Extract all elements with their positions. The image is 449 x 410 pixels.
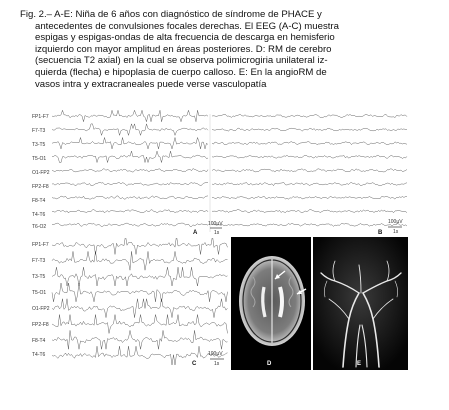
eeg-top-channel-label: T6-O2 bbox=[32, 224, 47, 230]
caption-line-1: Fig. 2.– A-E: Niña de 6 años con diagnóstico de síndrome de PHACE y bbox=[20, 9, 322, 20]
eeg-bottom-channel-labels bbox=[32, 242, 50, 358]
eeg-trace bbox=[52, 182, 208, 185]
panel-label-d: D bbox=[267, 361, 272, 367]
scale-bar-a-time: 1s bbox=[214, 230, 220, 236]
eeg-trace bbox=[212, 223, 407, 226]
scale-bar-b-time: 1s bbox=[393, 229, 399, 235]
eeg-top-channel-label: FP2-F8 bbox=[32, 184, 49, 190]
eeg-top-channel-label: F8-T4 bbox=[32, 198, 46, 204]
eeg-trace bbox=[52, 210, 208, 213]
eeg-trace bbox=[52, 196, 208, 199]
eeg-trace bbox=[52, 299, 228, 318]
eeg-panel-c bbox=[30, 238, 230, 368]
panel-label-a: A bbox=[193, 230, 198, 236]
eeg-trace bbox=[52, 251, 228, 270]
eeg-trace bbox=[212, 196, 407, 199]
eeg-trace bbox=[52, 124, 208, 135]
eeg-trace bbox=[52, 223, 208, 227]
eeg-trace bbox=[52, 267, 228, 286]
eeg-bottom-channel-label: T5-O1 bbox=[32, 290, 47, 296]
eeg-trace bbox=[52, 346, 228, 365]
eeg-trace bbox=[52, 315, 228, 334]
panel-label-e: E bbox=[357, 361, 362, 367]
scale-bar-b-amplitude: 100µV bbox=[388, 219, 403, 225]
eeg-top-channel-label: T5-O1 bbox=[32, 156, 47, 162]
eeg-trace bbox=[52, 138, 208, 149]
eeg-panel-ab bbox=[30, 110, 410, 236]
eeg-top-channel-label: FP1-F7 bbox=[32, 114, 49, 120]
caption-line-5: (secuencia T2 axial) en la cual se observa polimicrogiria unilateral iz- bbox=[35, 55, 328, 67]
caption-line-6: quierda (flecha) e hipoplasia de cuerpo calloso. E: En la angioRM de bbox=[35, 66, 327, 78]
eeg-bottom-channel-label: F8-T4 bbox=[32, 338, 46, 344]
eeg-trace bbox=[52, 330, 228, 349]
panel-label-c: C bbox=[192, 361, 197, 367]
eeg-bottom-channel-label: T4-T6 bbox=[32, 352, 46, 358]
scale-bar-c-time: 1s bbox=[214, 361, 220, 367]
eeg-trace bbox=[52, 110, 208, 121]
eeg-trace bbox=[212, 169, 407, 172]
eeg-trace bbox=[212, 114, 407, 117]
eeg-trace bbox=[212, 142, 407, 145]
eeg-bottom-channel-label: FP2-F8 bbox=[32, 322, 49, 328]
eeg-top-channel-label: T3-T5 bbox=[32, 142, 46, 148]
eeg-top-channel-label: F7-T3 bbox=[32, 128, 46, 134]
angio-image bbox=[313, 237, 408, 370]
caption-line-3: espigas y espigas-ondas de alta frecuencia de descarga en hemisferio bbox=[35, 32, 335, 44]
eeg-bottom-channel-label: O1-FP2 bbox=[32, 306, 50, 312]
caption-line-7: vasos intra y extracraneales puede verse vasculopatía bbox=[35, 78, 267, 90]
figure-caption bbox=[20, 9, 420, 90]
eeg-top-channel-label: T4-T6 bbox=[32, 212, 46, 218]
eeg-trace bbox=[52, 151, 208, 162]
imaging-panel-de bbox=[231, 237, 408, 370]
eeg-bottom-channel-label: T3-T5 bbox=[32, 274, 46, 280]
eeg-trace bbox=[212, 183, 407, 186]
caption-line-4: izquierdo con mayor amplitud en áreas posteriores. D: RM de cerebro bbox=[35, 43, 332, 55]
eeg-trace bbox=[212, 210, 407, 213]
eeg-top-traces bbox=[52, 110, 407, 226]
eeg-trace bbox=[212, 155, 407, 158]
panel-label-b: B bbox=[378, 230, 383, 236]
eeg-trace bbox=[52, 238, 228, 254]
eeg-bottom-channel-label: FP1-F7 bbox=[32, 242, 49, 248]
eeg-trace bbox=[52, 283, 228, 302]
scale-bar-c-amplitude: 100µV bbox=[208, 351, 223, 357]
eeg-trace bbox=[212, 128, 407, 131]
eeg-bottom-traces bbox=[52, 238, 228, 365]
eeg-top-channel-labels bbox=[32, 114, 50, 230]
eeg-trace bbox=[52, 169, 208, 173]
eeg-top-channel-label: O1-FP2 bbox=[32, 170, 50, 176]
mri-image bbox=[231, 237, 311, 370]
scale-bar-a-amplitude: 100µV bbox=[208, 221, 223, 227]
eeg-bottom-channel-label: F7-T3 bbox=[32, 258, 46, 264]
caption-line-2: antecedentes de convulsiones focales derechas. El EEG (A-C) muestra bbox=[35, 20, 339, 32]
